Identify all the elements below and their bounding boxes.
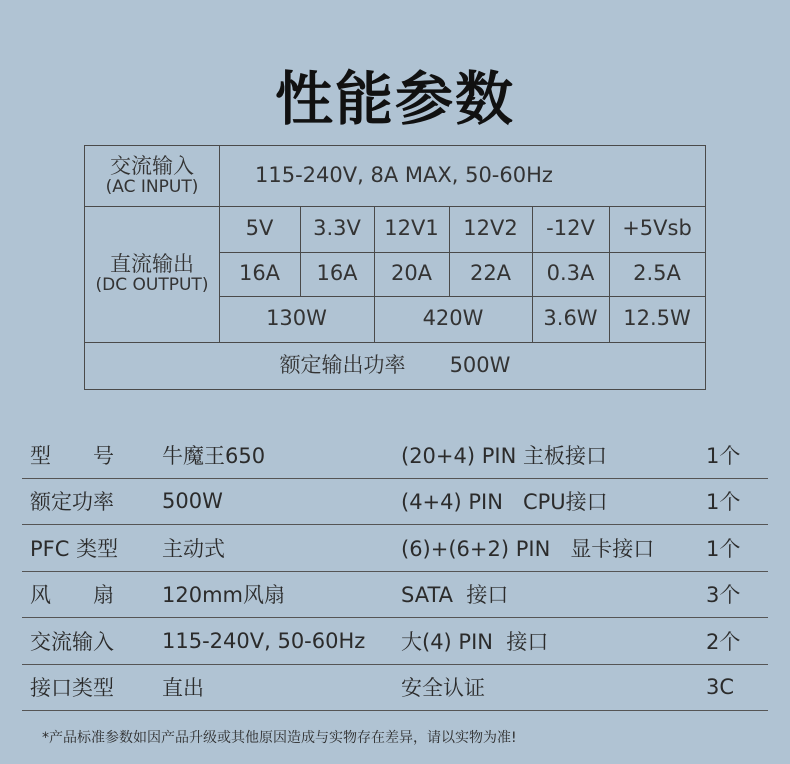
row-connector: 大(4) PIN 接口 xyxy=(401,629,549,654)
rail-current: 16A xyxy=(316,261,358,286)
rail-label: 5V xyxy=(245,216,274,241)
ac-input-label-cn: 交流输入 xyxy=(110,154,194,179)
rail-current: 22A xyxy=(469,261,512,286)
ac-input-label xyxy=(85,146,219,206)
row-value: 主动式 xyxy=(162,536,225,561)
page-title: 性能参数 xyxy=(274,65,515,133)
rated-output-value: 500W xyxy=(449,352,511,377)
row-value: 120mm风扇 xyxy=(162,583,285,608)
ac-input-value: 115-240V, 8A MAX, 50-60Hz xyxy=(255,163,553,188)
list-item xyxy=(22,479,768,526)
rail-label: 12V1 xyxy=(384,216,439,241)
rail-power: 420W xyxy=(422,306,484,331)
rated-output-label: 额定输出功率 xyxy=(279,352,406,377)
row-label: 风 扇 xyxy=(30,583,114,608)
rail-label: +5Vsb xyxy=(622,216,692,241)
rail-current: 0.3A xyxy=(546,261,595,286)
spec-list xyxy=(22,432,768,711)
rail-power: 3.6W xyxy=(543,306,598,331)
list-item xyxy=(22,432,768,479)
row-quantity: 3个 xyxy=(706,583,741,608)
spec-table xyxy=(84,145,706,390)
row-quantity: 1个 xyxy=(706,490,741,515)
rated-output xyxy=(85,342,705,389)
row-label: 接口类型 xyxy=(30,676,114,701)
list-item xyxy=(22,665,768,712)
row-connector: (6)+(6+2) PIN 显卡接口 xyxy=(401,536,655,561)
row-connector: (4+4) PIN CPU接口 xyxy=(401,490,608,515)
row-value: 115-240V, 50-60Hz xyxy=(162,628,366,653)
row-value: 直出 xyxy=(162,676,204,701)
rail-power: 12.5W xyxy=(623,306,691,331)
row-connector: SATA 接口 xyxy=(401,583,509,608)
row-value: 500W xyxy=(162,489,223,514)
rail-label: 12V2 xyxy=(463,216,518,241)
list-item xyxy=(22,525,768,572)
row-label: 型 号 xyxy=(30,443,114,468)
row-label: 额定功率 xyxy=(30,490,114,515)
rail-label: 3.3V xyxy=(313,216,361,241)
dc-output-label-cn: 直流输出 xyxy=(110,252,194,277)
row-quantity: 1个 xyxy=(706,536,741,561)
rail-current: 20A xyxy=(390,261,433,286)
rail-power: 130W xyxy=(266,306,327,331)
rail-current: 16A xyxy=(238,261,281,286)
list-item xyxy=(22,618,768,665)
row-label: 交流输入 xyxy=(30,629,114,654)
ac-input-label-en: (AC INPUT) xyxy=(105,177,199,198)
row-quantity: 2个 xyxy=(706,629,741,654)
row-connector: 安全认证 xyxy=(401,676,485,701)
list-item xyxy=(22,572,768,619)
row-connector: (20+4) PIN 主板接口 xyxy=(401,443,607,468)
dc-output-label-en: (DC OUTPUT) xyxy=(95,275,209,296)
row-quantity: 3C xyxy=(706,675,735,700)
row-quantity: 1个 xyxy=(706,443,741,468)
row-label: PFC 类型 xyxy=(30,536,119,561)
row-value: 牛魔王650 xyxy=(162,443,266,468)
rail-current: 2.5A xyxy=(633,261,681,286)
dc-output-label xyxy=(85,206,219,342)
disclaimer-note: *产品标准参数如因产品升级或其他原因造成与实物存在差异，请以实物为准! xyxy=(42,730,517,746)
rail-label: -12V xyxy=(546,216,595,241)
